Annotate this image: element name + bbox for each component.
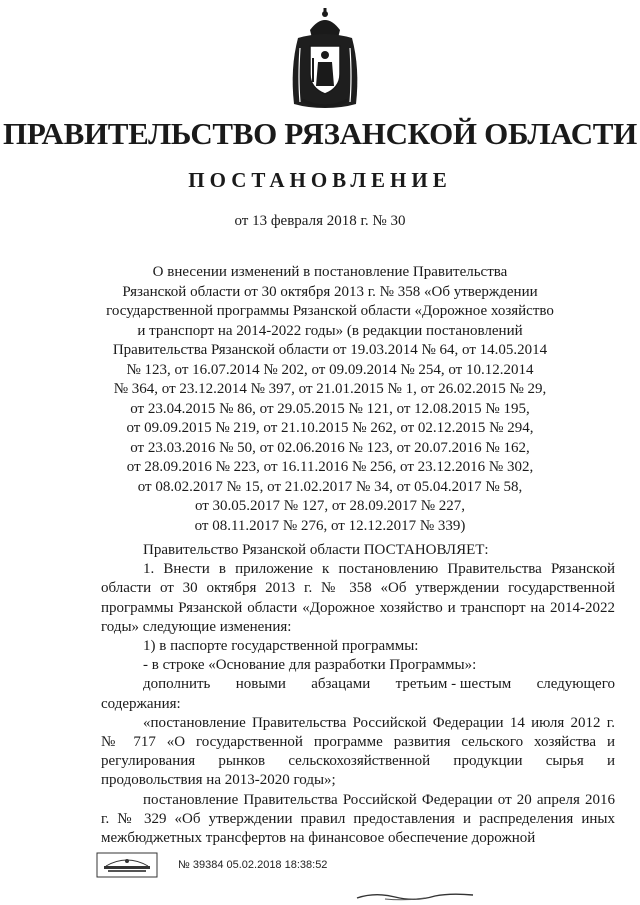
add-paragraphs-line	[101, 675, 615, 694]
subject-line: государственной программы Рязанской области «Дорожное хозяйство	[106, 303, 554, 319]
subject-line: от 23.04.2015 № 86, от 29.05.2015 № 121, от 12.08.2015 № 195,	[130, 400, 530, 417]
footer-registration	[96, 850, 327, 880]
subject-line: Правительства Рязанской области от 19.03.2014 № 64, от 14.05.2014	[112, 342, 548, 358]
row-basis-paragraph: - в строке «Основание для разработки Программы»:	[143, 657, 477, 674]
subject-line: Рязанской области от 30 октября 2013 г. № 358 «Об утверждении	[122, 283, 538, 300]
registration-mark: № 39384 05.02.2018 18:38:52	[178, 859, 328, 871]
add-word: третьим - шестым	[395, 676, 512, 693]
print-office-stamp-icon	[96, 852, 158, 878]
ryazan-coat-of-arms-icon	[288, 8, 362, 110]
subject-line: от 08.02.2017 № 15, от 21.02.2017 № 34, от 05.04.2017 № 58,	[137, 478, 523, 495]
item-1-1-paragraph: 1) в паспорте государственной программы:	[143, 638, 419, 655]
document-body	[101, 541, 615, 848]
quote-paragraph-1: «постановление Правительства Российской Федерации 14 июля 2012 г. № 717 «О государственной программе развития сельского хозяйства и регулирования рынков сельскохозяйственной продукции сырья и продовольствия на 2013-2020 годы»;	[101, 714, 615, 789]
subject-line: от 30.05.2017 № 127, от 28.09.2017 № 227,	[194, 498, 466, 514]
resolves-paragraph: Правительство Рязанской области ПОСТАНОВЛЯЕТ:	[143, 542, 489, 558]
subject-block	[60, 263, 600, 536]
item-1-paragraph: 1. Внести в приложение к постановлению Правительства Рязанской области от 30 октября 2013 г. № 358 «Об утверждении государственной программы Рязанской области «Дорожное хозяйство и транспорт на 2014-2022 годы» следующие изменения:	[101, 561, 615, 635]
subject-line: и транспорт на 2014-2022 годы» (в редакции постановлений	[137, 322, 523, 339]
document-type: ПОСТАНОВЛЕНИЕ	[188, 168, 452, 192]
subject-line: № 123, от 16.07.2014 № 202, от 09.09.2014 № 254, от 10.12.2014	[126, 361, 534, 378]
add-word: новыми	[235, 676, 286, 693]
coat-of-arms-emblem	[288, 8, 362, 110]
content-label: содержания:	[101, 695, 181, 712]
subject-line: от 08.11.2017 № 276, от 12.12.2017 № 339)	[194, 517, 466, 534]
document-date-number: от 13 февраля 2018 г. № 30	[234, 213, 406, 229]
subject-line: № 364, от 23.12.2014 № 397, от 21.01.2015 № 1, от 26.02.2015 № 29,	[113, 381, 547, 397]
subject-line: от 23.03.2016 № 50, от 02.06.2016 № 123, от 20.07.2016 № 162,	[130, 439, 530, 456]
subject-line: от 09.09.2015 № 219, от 21.10.2015 № 262, от 02.12.2015 № 294,	[126, 420, 534, 436]
add-word: абзацами	[311, 676, 371, 693]
add-word: следующего	[536, 676, 615, 693]
signature-scribble-icon	[355, 888, 475, 902]
quote-paragraph-2: постановление Правительства Российской Федерации от 20 апреля 2016 г. № 329 «Об утверждении правил предоставления и распределения иных межбюджетных трансфертов на финансовое обеспечение дорожной	[101, 791, 615, 847]
subject-line: от 28.09.2016 № 223, от 16.11.2016 № 256, от 23.12.2016 № 302,	[126, 459, 534, 475]
subject-line: О внесении изменений в постановление Правительства	[152, 264, 508, 280]
add-word: дополнить	[143, 676, 211, 693]
government-title: ПРАВИТЕЛЬСТВО РЯЗАНСКОЙ ОБЛАСТИ	[3, 116, 637, 151]
